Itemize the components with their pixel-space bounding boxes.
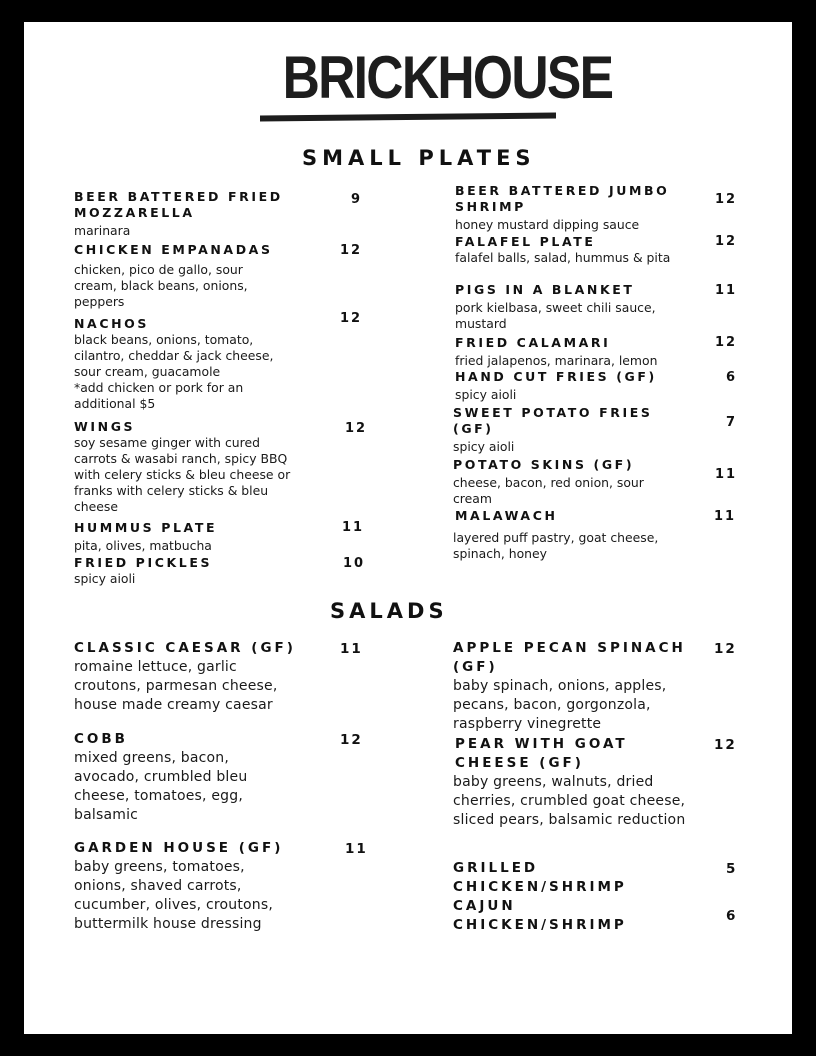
item-price: 11	[345, 841, 368, 857]
menu-item	[453, 457, 678, 507]
menu-item	[455, 183, 680, 233]
menu-item	[74, 639, 304, 715]
item-price: 5	[726, 861, 738, 877]
menu-item	[74, 555, 314, 587]
item-desc: baby greens, tomatoes, onions, shaved carrots, cucumber, olives, croutons, buttermilk house dressing	[74, 859, 274, 932]
item-desc: baby spinach, onions, apples, pecans, bacon, gorgonzola, raspberry vinegrette	[453, 678, 667, 732]
item-desc: chicken, pico de gallo, sour cream, black beans, onions, peppers	[74, 262, 248, 309]
item-price: 6	[726, 908, 738, 924]
menu-item	[74, 316, 304, 412]
item-desc: cheese, bacon, red onion, sour cream	[453, 475, 644, 506]
menu-item	[74, 189, 304, 239]
item-name: CHICKEN EMPANADAS	[74, 242, 273, 257]
item-name: PEAR WITH GOAT CHEESE (GF)	[455, 736, 628, 771]
item-name: POTATO SKINS (GF)	[453, 457, 635, 472]
item-name: APPLE PECAN SPINACH (GF)	[453, 640, 686, 675]
menu-item	[453, 639, 693, 734]
item-price: 12	[345, 421, 368, 436]
item-price: 12	[715, 234, 738, 249]
item-price: 7	[726, 415, 738, 430]
item-desc: spicy aioli	[455, 387, 517, 402]
item-desc: soy sesame ginger with cured carrots & wasabi ranch, spicy BBQ with celery sticks & bleu cheese or franks with celery sticks & bleu cheese	[74, 435, 291, 514]
item-desc: spicy aioli	[74, 571, 136, 586]
item-price: 12	[340, 311, 363, 326]
menu-item	[74, 419, 306, 515]
item-name: FALAFEL PLATE	[455, 234, 596, 249]
item-desc: black beans, onions, tomato, cilantro, cheddar & jack cheese, sour cream, guacamole	[74, 332, 274, 379]
logo-underline	[260, 112, 556, 121]
item-desc: falafel balls, salad, hummus & pita	[455, 250, 671, 265]
item-desc: baby greens, walnuts, dried cherries, crumbled goat cheese, sliced pears, balsamic reduction	[453, 774, 686, 828]
item-name: GARDEN HOUSE (GF)	[74, 840, 284, 856]
menu-item	[74, 242, 279, 310]
menu-item	[455, 335, 695, 369]
salads-title: SALADS	[330, 599, 448, 623]
item-name: BEER BATTERED FRIED MOZZARELLA	[74, 189, 283, 220]
item-price: 12	[715, 192, 738, 207]
item-name: HAND CUT FRIES (GF)	[455, 369, 657, 384]
item-price: 12	[340, 243, 363, 258]
item-name: FRIED PICKLES	[74, 555, 213, 570]
item-price: 9	[351, 192, 363, 207]
item-name: HUMMUS PLATE	[74, 520, 218, 535]
item-name: COBB	[74, 731, 128, 747]
item-price: 12	[715, 335, 738, 350]
item-desc: pita, olives, matbucha	[74, 538, 212, 553]
menu-item	[74, 520, 314, 554]
menu-item	[455, 508, 690, 562]
item-name: WINGS	[74, 419, 136, 434]
menu-item	[453, 859, 653, 897]
item-price: 11	[715, 467, 738, 482]
item-price: 10	[343, 556, 366, 571]
item-price: 11	[340, 641, 363, 657]
item-desc: layered puff pastry, goat cheese, spinach, honey	[453, 530, 659, 561]
item-name: NACHOS	[74, 316, 149, 331]
item-name: CLASSIC CAESAR (GF)	[74, 640, 296, 656]
item-price: 11	[342, 520, 365, 535]
menu-item	[455, 282, 685, 332]
item-desc: honey mustard dipping sauce	[455, 217, 640, 232]
item-desc: marinara	[74, 223, 131, 238]
item-name: SWEET POTATO FRIES (GF)	[453, 405, 653, 436]
small-plates-title: SMALL PLATES	[302, 146, 536, 170]
item-name: GRILLED CHICKEN/SHRIMP	[453, 860, 627, 895]
item-price: 11	[714, 509, 737, 524]
item-price: 11	[715, 283, 738, 298]
item-name: PIGS IN A BLANKET	[455, 282, 635, 297]
item-desc: fried jalapenos, marinara, lemon	[455, 353, 658, 368]
menu-item	[455, 369, 695, 403]
item-name: FRIED CALAMARI	[455, 335, 611, 350]
menu-item	[455, 234, 685, 266]
item-name: MALAWACH	[455, 508, 558, 523]
item-name: CAJUN CHICKEN/SHRIMP	[453, 898, 627, 933]
item-price: 12	[340, 732, 363, 748]
menu-item	[74, 730, 274, 825]
menu-item	[453, 735, 688, 830]
menu-page	[24, 22, 792, 1034]
item-price: 12	[714, 737, 737, 753]
item-desc: romaine lettuce, garlic croutons, parmesan cheese, house made creamy caesar	[74, 659, 278, 713]
menu-item	[453, 405, 653, 455]
item-desc: mixed greens, bacon, avocado, crumbled bleu cheese, tomatoes, egg, balsamic	[74, 750, 248, 823]
item-price: 6	[726, 370, 738, 385]
menu-item	[74, 839, 299, 934]
item-price: 12	[714, 641, 737, 657]
menu-item	[453, 897, 653, 935]
item-name: BEER BATTERED JUMBO SHRIMP	[455, 183, 670, 214]
brickhouse-logo: BRICKHOUSE	[282, 44, 613, 111]
item-desc: pork kielbasa, sweet chili sauce, mustard	[455, 300, 656, 331]
item-note: *add chicken or pork for an additional $5	[74, 380, 244, 411]
item-desc: spicy aioli	[453, 439, 515, 454]
